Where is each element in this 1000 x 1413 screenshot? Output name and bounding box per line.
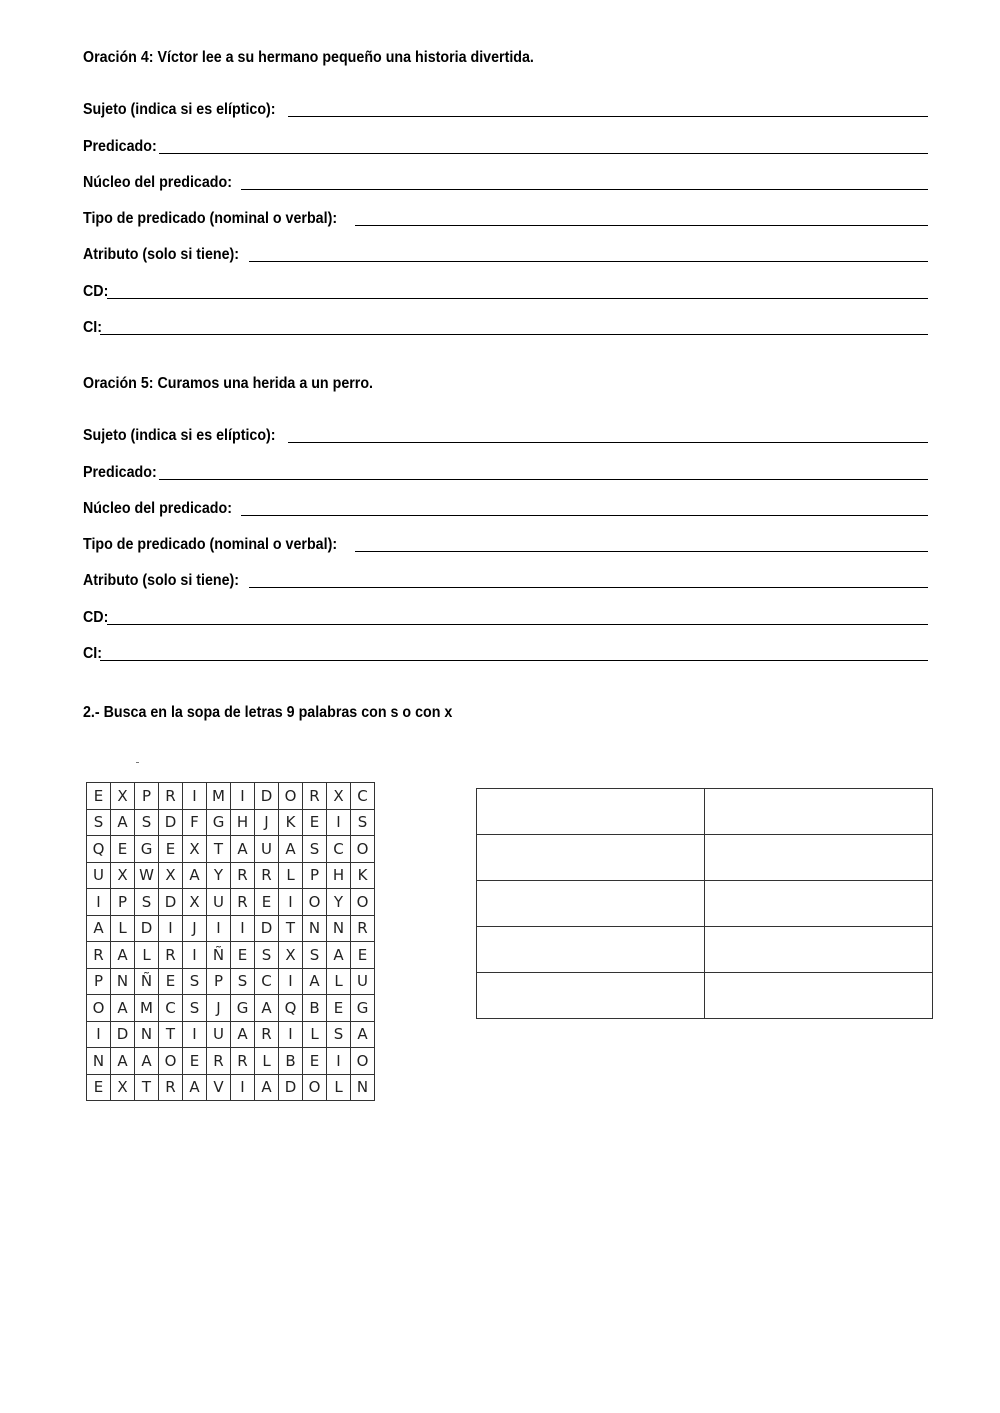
word-search-cell[interactable]: J bbox=[183, 915, 207, 942]
word-search-cell[interactable]: A bbox=[327, 942, 351, 969]
word-search-cell[interactable]: S bbox=[303, 942, 327, 969]
word-search-cell[interactable]: O bbox=[279, 783, 303, 810]
word-search-cell[interactable]: K bbox=[351, 862, 375, 889]
word-search-cell[interactable]: U bbox=[207, 889, 231, 916]
sentence-4-fields bbox=[83, 84, 928, 338]
sentence4-field-label: Sujeto (indica si es elíptico): bbox=[83, 101, 276, 119]
word-search-cell[interactable]: I bbox=[183, 942, 207, 969]
sentence4-field-label: Predicado: bbox=[83, 137, 157, 155]
word-search-cell[interactable]: R bbox=[231, 1048, 255, 1075]
sentence5-answer-line[interactable] bbox=[355, 551, 928, 552]
sentence5-field-label: CD: bbox=[83, 608, 109, 626]
word-search-cell[interactable]: N bbox=[351, 1074, 375, 1101]
word-search-cell[interactable]: A bbox=[135, 1048, 159, 1075]
sentence5-field-row bbox=[83, 519, 928, 555]
sentence5-field-row bbox=[83, 483, 928, 519]
sentence5-answer-line[interactable] bbox=[107, 624, 928, 625]
word-search-row bbox=[87, 1021, 375, 1048]
sentence5-answer-line[interactable] bbox=[241, 515, 928, 516]
word-search-cell[interactable]: A bbox=[111, 942, 135, 969]
word-search-cell[interactable]: U bbox=[351, 968, 375, 995]
sentence5-field-row bbox=[83, 446, 928, 482]
word-search-cell[interactable]: Y bbox=[207, 862, 231, 889]
answer-row bbox=[477, 789, 933, 835]
answer-row bbox=[477, 835, 933, 881]
word-search-cell[interactable]: S bbox=[231, 968, 255, 995]
word-search-cell[interactable]: I bbox=[279, 889, 303, 916]
word-search-cell[interactable]: D bbox=[255, 783, 279, 810]
word-search-cell[interactable]: O bbox=[303, 1074, 327, 1101]
word-search-cell[interactable]: E bbox=[303, 1048, 327, 1075]
word-search-cell[interactable]: P bbox=[135, 783, 159, 810]
word-search-cell[interactable]: O bbox=[351, 836, 375, 863]
word-search-cell[interactable]: L bbox=[303, 1021, 327, 1048]
word-search-grid bbox=[86, 782, 375, 1101]
word-search-cell[interactable]: I bbox=[207, 915, 231, 942]
sentence4-field-row bbox=[83, 193, 928, 229]
word-search-cell[interactable]: S bbox=[351, 809, 375, 836]
sentence5-field-row bbox=[83, 591, 928, 627]
sentence5-field-label: Predicado: bbox=[83, 463, 157, 481]
sentence5-answer-line[interactable] bbox=[159, 479, 928, 480]
word-search-cell[interactable]: I bbox=[279, 968, 303, 995]
sentence4-field-row bbox=[83, 302, 928, 338]
word-search-cell[interactable]: X bbox=[279, 942, 303, 969]
word-search-cell[interactable]: E bbox=[111, 836, 135, 863]
word-search-row bbox=[87, 836, 375, 863]
word-search-cell[interactable]: I bbox=[231, 1074, 255, 1101]
word-search-row bbox=[87, 1074, 375, 1101]
word-search-cell[interactable]: J bbox=[207, 995, 231, 1022]
word-search-cell[interactable]: B bbox=[303, 995, 327, 1022]
word-search-cell[interactable]: D bbox=[159, 889, 183, 916]
word-search-cell[interactable]: U bbox=[255, 836, 279, 863]
sentence4-answer-line[interactable] bbox=[241, 189, 928, 190]
word-search-cell[interactable]: N bbox=[327, 915, 351, 942]
word-search-cell[interactable]: R bbox=[207, 1048, 231, 1075]
word-search-cell[interactable]: C bbox=[327, 836, 351, 863]
word-search-cell[interactable]: G bbox=[231, 995, 255, 1022]
word-search-cell[interactable]: Y bbox=[327, 889, 351, 916]
word-search-cell[interactable]: P bbox=[303, 862, 327, 889]
sentence4-field-label: CD: bbox=[83, 282, 109, 300]
word-search-cell[interactable]: L bbox=[327, 1074, 351, 1101]
word-search-cell[interactable]: G bbox=[351, 995, 375, 1022]
word-search-cell[interactable]: Ñ bbox=[207, 942, 231, 969]
word-search-cell[interactable]: A bbox=[303, 968, 327, 995]
word-search-row bbox=[87, 783, 375, 810]
word-search-cell[interactable]: E bbox=[87, 783, 111, 810]
sentence4-field-row bbox=[83, 157, 928, 193]
answer-cell[interactable] bbox=[477, 789, 705, 835]
word-search-cell[interactable]: B bbox=[279, 1048, 303, 1075]
word-search-row bbox=[87, 995, 375, 1022]
word-search-cell[interactable]: E bbox=[303, 809, 327, 836]
word-search-cell[interactable]: S bbox=[183, 995, 207, 1022]
word-search-cell[interactable]: U bbox=[207, 1021, 231, 1048]
word-search-row bbox=[87, 889, 375, 916]
answer-row bbox=[477, 927, 933, 973]
word-search-row bbox=[87, 942, 375, 969]
word-search-cell[interactable]: X bbox=[111, 1074, 135, 1101]
word-search-cell[interactable]: S bbox=[327, 1021, 351, 1048]
sentence5-field-row bbox=[83, 555, 928, 591]
word-search-cell[interactable]: A bbox=[255, 1074, 279, 1101]
word-search-cell[interactable]: A bbox=[183, 862, 207, 889]
word-search-cell[interactable]: X bbox=[111, 783, 135, 810]
word-search-cell[interactable]: E bbox=[159, 968, 183, 995]
word-search-cell[interactable]: P bbox=[207, 968, 231, 995]
word-search-cell[interactable]: R bbox=[159, 783, 183, 810]
word-search-cell[interactable]: V bbox=[207, 1074, 231, 1101]
sentence4-answer-line[interactable] bbox=[107, 298, 928, 299]
answer-cell[interactable] bbox=[477, 881, 705, 927]
word-search-cell[interactable]: E bbox=[87, 1074, 111, 1101]
word-search-cell[interactable]: W bbox=[135, 862, 159, 889]
word-search-cell[interactable]: E bbox=[351, 942, 375, 969]
word-search-cell[interactable]: N bbox=[111, 968, 135, 995]
answer-cell[interactable] bbox=[477, 973, 705, 1019]
sentence4-field-label: CI: bbox=[83, 319, 103, 337]
word-search-cell[interactable]: L bbox=[111, 915, 135, 942]
word-search-cell[interactable]: I bbox=[327, 809, 351, 836]
word-search-cell[interactable]: X bbox=[159, 862, 183, 889]
sentence5-field-label: Tipo de predicado (nominal o verbal): bbox=[83, 536, 338, 554]
sentence4-answer-line[interactable] bbox=[249, 261, 928, 262]
word-search-cell[interactable]: S bbox=[255, 942, 279, 969]
word-search-cell[interactable]: D bbox=[111, 1021, 135, 1048]
word-search-cell[interactable]: L bbox=[327, 968, 351, 995]
word-search-cell[interactable]: N bbox=[87, 1048, 111, 1075]
sentence5-field-label: Núcleo del predicado: bbox=[83, 499, 232, 517]
word-search-cell[interactable]: R bbox=[255, 862, 279, 889]
word-search-cell[interactable]: A bbox=[111, 1048, 135, 1075]
word-search-cell[interactable]: S bbox=[303, 836, 327, 863]
word-search-cell[interactable]: P bbox=[87, 968, 111, 995]
sentence4-answer-line[interactable] bbox=[100, 334, 928, 335]
sentence5-field-row bbox=[83, 410, 928, 446]
sentence4-field-label: Tipo de predicado (nominal o verbal): bbox=[83, 210, 338, 228]
word-search-cell[interactable]: X bbox=[183, 889, 207, 916]
sentence-5-fields bbox=[83, 410, 928, 664]
word-search-cell[interactable]: R bbox=[159, 1074, 183, 1101]
word-search-cell[interactable]: S bbox=[135, 809, 159, 836]
word-search-cell[interactable]: R bbox=[159, 942, 183, 969]
word-search-cell[interactable]: H bbox=[327, 862, 351, 889]
word-search-cell[interactable]: C bbox=[255, 968, 279, 995]
word-search-cell[interactable]: A bbox=[279, 836, 303, 863]
word-search-cell[interactable]: S bbox=[87, 809, 111, 836]
word-search-cell[interactable]: A bbox=[183, 1074, 207, 1101]
word-search-cell[interactable]: A bbox=[87, 915, 111, 942]
word-search-cell[interactable]: C bbox=[351, 783, 375, 810]
word-search-cell[interactable]: L bbox=[255, 1048, 279, 1075]
word-search-cell[interactable]: E bbox=[159, 836, 183, 863]
sentence4-field-row bbox=[83, 120, 928, 156]
exercise-2-heading: 2.- Busca en la sopa de letras 9 palabras con s o con x bbox=[83, 704, 453, 721]
sentence4-answer-line[interactable] bbox=[355, 225, 928, 226]
word-search-cell[interactable]: D bbox=[159, 809, 183, 836]
word-search-cell[interactable]: Q bbox=[87, 836, 111, 863]
word-search-cell[interactable]: R bbox=[255, 1021, 279, 1048]
sentence4-field-row bbox=[83, 84, 928, 120]
answer-cell[interactable] bbox=[705, 835, 933, 881]
answer-table bbox=[476, 788, 933, 1019]
word-search-cell[interactable]: X bbox=[183, 836, 207, 863]
word-search-cell[interactable]: J bbox=[255, 809, 279, 836]
answer-cell[interactable] bbox=[705, 927, 933, 973]
word-search-cell[interactable]: F bbox=[183, 809, 207, 836]
word-search-cell[interactable]: L bbox=[135, 942, 159, 969]
word-search-cell[interactable]: I bbox=[183, 1021, 207, 1048]
sentence5-field-label: CI: bbox=[83, 645, 103, 663]
word-search-cell[interactable]: G bbox=[207, 809, 231, 836]
word-search-cell[interactable]: A bbox=[351, 1021, 375, 1048]
word-search-cell[interactable]: Ñ bbox=[135, 968, 159, 995]
word-search-cell[interactable]: R bbox=[303, 783, 327, 810]
word-search-row bbox=[87, 862, 375, 889]
word-search-cell[interactable]: H bbox=[231, 809, 255, 836]
word-search-cell[interactable]: E bbox=[183, 1048, 207, 1075]
word-search-cell[interactable]: E bbox=[231, 942, 255, 969]
word-search-cell[interactable]: T bbox=[279, 915, 303, 942]
word-search-cell[interactable]: U bbox=[87, 862, 111, 889]
sentence-5-section bbox=[83, 374, 928, 664]
word-search-cell[interactable]: O bbox=[159, 1048, 183, 1075]
word-search-cell[interactable]: I bbox=[87, 1021, 111, 1048]
word-search-cell[interactable]: I bbox=[231, 783, 255, 810]
sentence5-field-label: Sujeto (indica si es elíptico): bbox=[83, 427, 276, 445]
word-search-cell[interactable]: T bbox=[135, 1074, 159, 1101]
answer-row bbox=[477, 973, 933, 1019]
word-search-cell[interactable]: D bbox=[279, 1074, 303, 1101]
word-search-cell[interactable]: S bbox=[183, 968, 207, 995]
word-search-cell[interactable]: E bbox=[255, 889, 279, 916]
word-search-cell[interactable]: I bbox=[327, 1048, 351, 1075]
sentence5-answer-line[interactable] bbox=[249, 587, 928, 588]
sentence4-field-label: Núcleo del predicado: bbox=[83, 173, 232, 191]
sentence-4-section bbox=[83, 48, 928, 338]
sentence4-answer-line[interactable] bbox=[159, 153, 928, 154]
word-search-cell[interactable]: X bbox=[327, 783, 351, 810]
word-search-cell[interactable]: I bbox=[87, 889, 111, 916]
word-search-cell[interactable]: E bbox=[327, 995, 351, 1022]
answer-cell[interactable] bbox=[705, 881, 933, 927]
word-search-cell[interactable]: O bbox=[351, 889, 375, 916]
word-search-cell[interactable]: D bbox=[135, 915, 159, 942]
word-search-cell[interactable]: L bbox=[279, 862, 303, 889]
word-search-cell[interactable]: A bbox=[111, 995, 135, 1022]
word-search-cell[interactable]: G bbox=[135, 836, 159, 863]
sentence5-field-row bbox=[83, 628, 928, 664]
sentence4-field-row bbox=[83, 265, 928, 301]
answer-cell[interactable] bbox=[705, 789, 933, 835]
word-search-cell[interactable]: A bbox=[111, 809, 135, 836]
sentence4-field-row bbox=[83, 229, 928, 265]
word-search-cell[interactable]: I bbox=[231, 915, 255, 942]
word-search-cell[interactable]: N bbox=[303, 915, 327, 942]
answer-cell[interactable] bbox=[477, 927, 705, 973]
word-search-row bbox=[87, 968, 375, 995]
word-search-cell[interactable]: M bbox=[135, 995, 159, 1022]
word-search-cell[interactable]: O bbox=[87, 995, 111, 1022]
word-search-cell[interactable]: Q bbox=[279, 995, 303, 1022]
word-search-cell[interactable]: P bbox=[111, 889, 135, 916]
word-search-cell[interactable]: X bbox=[111, 862, 135, 889]
answer-cell[interactable] bbox=[477, 835, 705, 881]
answer-row bbox=[477, 881, 933, 927]
word-search-cell[interactable]: D bbox=[255, 915, 279, 942]
word-search-cell[interactable]: A bbox=[231, 1021, 255, 1048]
word-search-cell[interactable]: I bbox=[183, 783, 207, 810]
word-search-row bbox=[87, 915, 375, 942]
word-search-cell[interactable]: R bbox=[351, 915, 375, 942]
word-search-cell[interactable]: I bbox=[159, 915, 183, 942]
decorative-dot bbox=[136, 762, 139, 763]
word-search-cell[interactable]: C bbox=[159, 995, 183, 1022]
sentence-4-title: Oración 4: Víctor lee a su hermano pequeño una historia divertida. bbox=[83, 49, 534, 66]
word-search-cell[interactable]: K bbox=[279, 809, 303, 836]
word-search-cell[interactable]: T bbox=[159, 1021, 183, 1048]
word-search-cell[interactable]: R bbox=[87, 942, 111, 969]
word-search-cell[interactable]: R bbox=[231, 862, 255, 889]
sentence-5-title: Oración 5: Curamos una herida a un perro. bbox=[83, 375, 374, 392]
word-search-cell[interactable]: R bbox=[231, 889, 255, 916]
word-search-row bbox=[87, 1048, 375, 1075]
sentence4-answer-line[interactable] bbox=[288, 116, 928, 117]
sentence5-answer-line[interactable] bbox=[288, 442, 928, 443]
sentence4-field-label: Atributo (solo si tiene): bbox=[83, 246, 240, 264]
word-search-cell[interactable]: I bbox=[279, 1021, 303, 1048]
sentence5-answer-line[interactable] bbox=[100, 660, 928, 661]
word-search-cell[interactable]: A bbox=[231, 836, 255, 863]
word-search-cell[interactable]: A bbox=[255, 995, 279, 1022]
answer-cell[interactable] bbox=[705, 973, 933, 1019]
word-search-cell[interactable]: T bbox=[207, 836, 231, 863]
word-search-cell[interactable]: M bbox=[207, 783, 231, 810]
word-search-cell[interactable]: O bbox=[303, 889, 327, 916]
word-search-cell[interactable]: N bbox=[135, 1021, 159, 1048]
sentence5-field-label: Atributo (solo si tiene): bbox=[83, 572, 240, 590]
word-search-cell[interactable]: O bbox=[351, 1048, 375, 1075]
word-search-row bbox=[87, 809, 375, 836]
word-search-cell[interactable]: S bbox=[135, 889, 159, 916]
